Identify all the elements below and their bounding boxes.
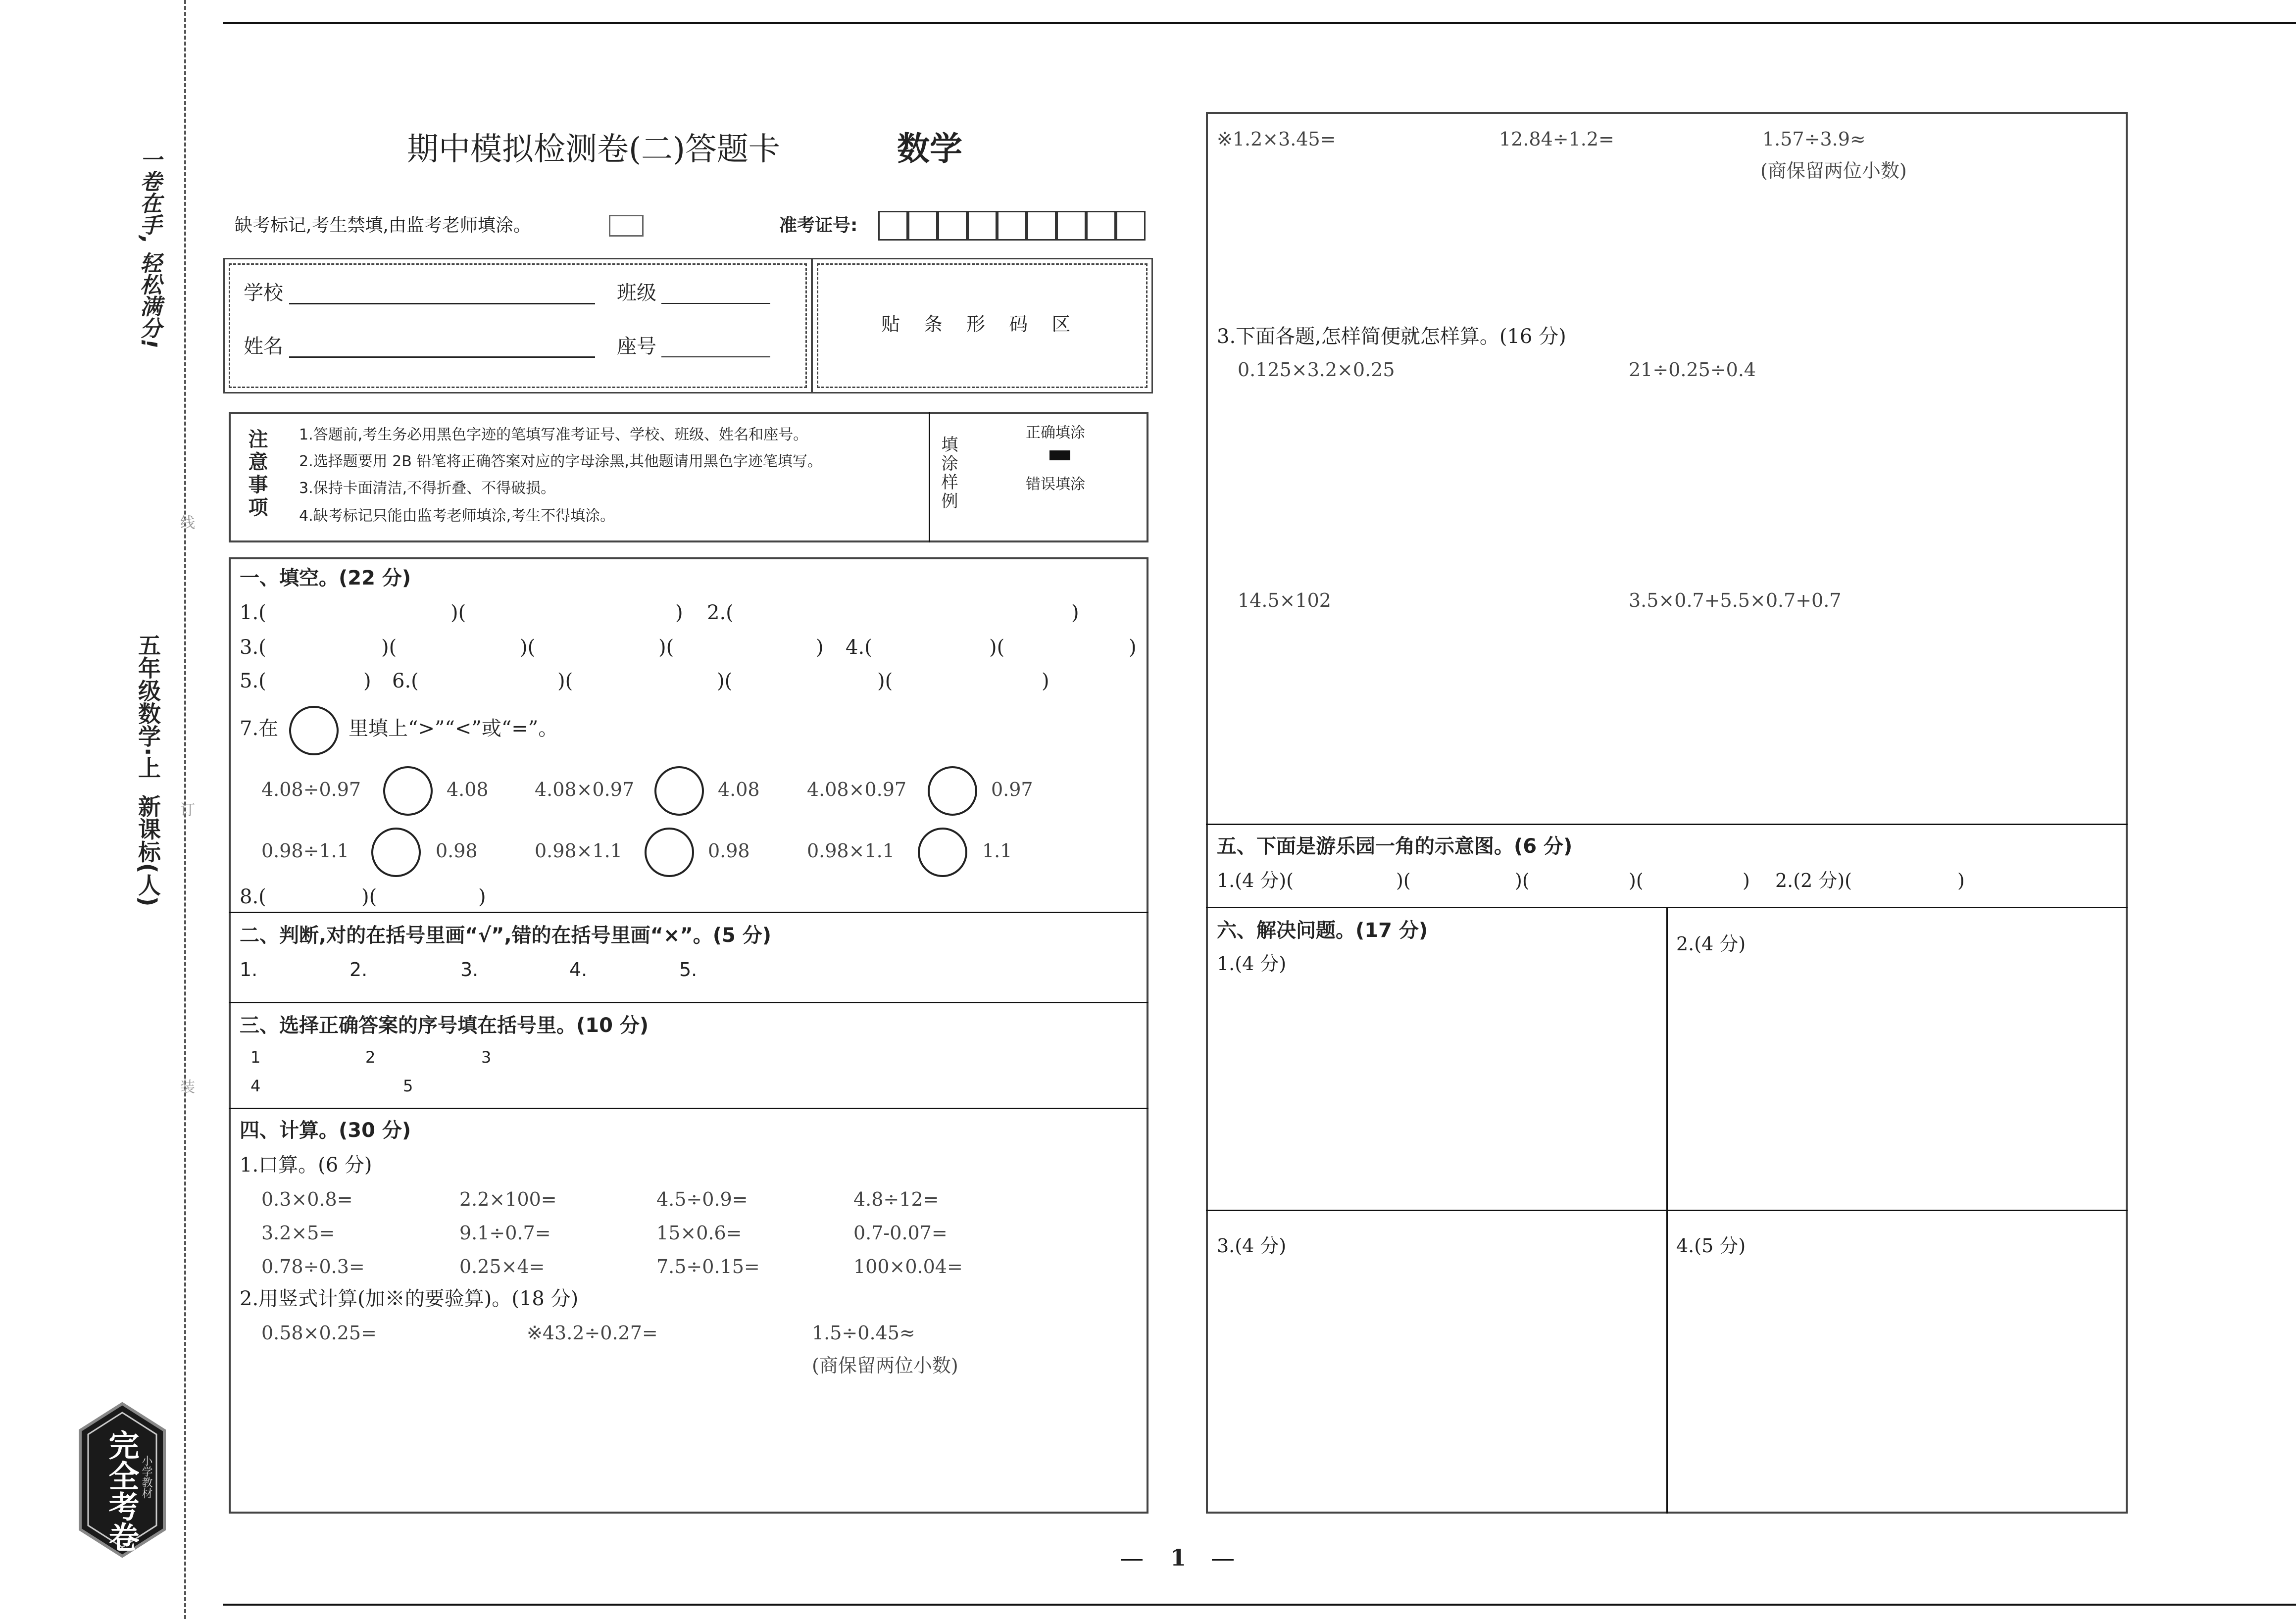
- exam-id-cell[interactable]: [1056, 211, 1086, 241]
- judge-num: 5.: [679, 959, 698, 981]
- compare-circle[interactable]: [654, 766, 704, 816]
- page-number-dash: [1121, 1559, 1143, 1561]
- vertical-item: ※1.2×3.45=: [1217, 128, 1336, 150]
- paren: )(: [557, 670, 573, 692]
- paren: ): [1042, 670, 1049, 692]
- compare-circle[interactable]: [383, 766, 433, 816]
- compare-circle[interactable]: [918, 828, 967, 877]
- compare-left: 4.08×0.97: [535, 779, 635, 800]
- compare-right: 0.98: [436, 840, 478, 862]
- exam-id-cell[interactable]: [1027, 211, 1056, 241]
- seat-label: 座号: [617, 335, 656, 358]
- s6-q1-label: 1.(4 分): [1217, 953, 1287, 975]
- s6-q4-label: 4.(5 分): [1676, 1235, 1746, 1257]
- absent-mark-label: 缺考标记,考生禁填,由监考老师填涂。: [235, 215, 531, 236]
- fill-example-label: 填涂样例: [938, 436, 958, 511]
- compare-left: 0.98÷1.1: [261, 840, 349, 862]
- oral-item: 0.3×0.8=: [261, 1188, 353, 1210]
- section1-title: 一、填空。(22 分): [240, 567, 411, 589]
- paren: )(: [1396, 870, 1411, 891]
- paren: )(: [381, 636, 397, 659]
- card-subject: 数学: [897, 130, 962, 168]
- vertical-item: 12.84÷1.2=: [1499, 128, 1614, 150]
- notice-item: 4.缺考标记只能由监考老师填涂,考生不得填涂。: [299, 507, 615, 525]
- page-number-dash: [1212, 1559, 1234, 1561]
- section5-title: 五、下面是游乐园一角的示意图。(6 分): [1217, 835, 1573, 858]
- paren: )(: [1629, 870, 1644, 891]
- correct-fill-label: 正确填涂: [1026, 424, 1085, 442]
- section2-title: 二、判断,对的在括号里画“√”,错的在括号里画“×”。(5 分): [240, 924, 772, 947]
- oral-item: 9.1÷0.7=: [459, 1222, 551, 1244]
- exam-id-label: 准考证号:: [779, 215, 858, 236]
- oral-item: 15×0.6=: [656, 1222, 742, 1244]
- bottom-border-line: [223, 1604, 2296, 1606]
- school-label: 学校: [244, 282, 283, 304]
- paren: ): [1957, 870, 1965, 891]
- compare-circle-sample: [289, 706, 339, 755]
- compare-right: 4.08: [447, 779, 489, 800]
- compare-circle[interactable]: [928, 766, 977, 816]
- oral-item: 7.5÷0.15=: [656, 1256, 760, 1277]
- cut-mark: 线: [177, 515, 195, 530]
- oral-item: 0.78÷0.3=: [261, 1256, 365, 1277]
- s5-q1-label: 1.(4 分)(: [1217, 870, 1294, 891]
- q3-label: 3.(: [240, 636, 266, 659]
- judge-num: 4.: [569, 959, 588, 981]
- q6-label: 6.(: [392, 670, 419, 692]
- choice-num: 3: [481, 1048, 492, 1067]
- compare-left: 0.98×1.1: [807, 840, 895, 862]
- section-divider: [229, 1108, 1148, 1109]
- section4-title: 四、计算。(30 分): [240, 1119, 411, 1142]
- paren: ): [1129, 636, 1137, 659]
- judge-num: 3.: [460, 959, 479, 981]
- s6-q2-label: 2.(4 分): [1676, 933, 1746, 955]
- seat-input[interactable]: [661, 356, 770, 357]
- section3-title: 三、选择正确答案的序号填在括号里。(10 分): [240, 1014, 649, 1037]
- s6-q3-label: 3.(4 分): [1217, 1235, 1287, 1257]
- paren: )(: [450, 601, 466, 624]
- paren: ): [675, 601, 683, 624]
- q7-instruction: 里填上“>”“<”或“=”。: [349, 717, 558, 740]
- correct-fill-sample: [1049, 450, 1070, 460]
- compare-left: 0.98×1.1: [535, 840, 622, 862]
- name-label: 姓名: [244, 335, 283, 358]
- spine-slogan: 一卷在手, 轻松满分!: [136, 148, 161, 349]
- school-input[interactable]: [289, 303, 595, 304]
- simplify-item: 0.125×3.2×0.25: [1238, 359, 1395, 381]
- judge-num: 2.: [349, 959, 368, 981]
- student-info-box: [229, 263, 807, 388]
- page-number: 1: [1170, 1544, 1187, 1571]
- exam-id-cell[interactable]: [938, 211, 967, 241]
- simplify-title: 3.下面各题,怎样简便就怎样算。(16 分): [1217, 325, 1566, 348]
- name-input[interactable]: [289, 356, 595, 358]
- top-border-line: [223, 22, 2296, 24]
- paren: )(: [989, 636, 1005, 659]
- notice-divider: [929, 412, 930, 542]
- wrong-fill-label: 错误填涂: [1026, 476, 1085, 493]
- choice-num: 2: [365, 1048, 376, 1067]
- paren: )(: [520, 636, 536, 659]
- cut-mark: 装: [177, 1079, 195, 1094]
- card-title: 期中模拟检测卷(二)答题卡: [407, 131, 780, 168]
- compare-circle[interactable]: [371, 828, 421, 877]
- paren: )(: [717, 670, 733, 692]
- section6-divider: [1666, 907, 1668, 1514]
- vertical-calc-title: 2.用竖式计算(加※的要验算)。(18 分): [240, 1287, 579, 1310]
- notice-item: 2.选择题要用 2B 铅笔将正确答案对应的字母涂黑,其他题请用黑色字迹笔填写。: [299, 453, 822, 470]
- oral-item: 0.25×4=: [459, 1256, 545, 1277]
- vertical-item: 1.57÷3.9≈: [1762, 128, 1866, 150]
- oral-item: 0.7-0.07=: [853, 1222, 948, 1244]
- choice-num: 5: [403, 1077, 413, 1095]
- exam-id-cell[interactable]: [967, 211, 997, 241]
- compare-right: 0.98: [708, 840, 750, 862]
- exam-id-cell[interactable]: [908, 211, 938, 241]
- simplify-item: 21÷0.25÷0.4: [1629, 359, 1756, 381]
- section-divider: [229, 1002, 1148, 1003]
- notice-item: 1.答题前,考生务必用黑色字迹的笔填写准考证号、学校、班级、姓名和座号。: [299, 426, 808, 443]
- brand-logo: [75, 1401, 169, 1559]
- exam-id-cell[interactable]: [1086, 211, 1116, 241]
- paren: ): [816, 636, 824, 659]
- logo-text: 完全考卷: [103, 1429, 140, 1552]
- paren: ): [1743, 870, 1750, 891]
- class-label: 班级: [617, 282, 656, 304]
- judge-num: 1.: [240, 959, 258, 981]
- exam-id-cell[interactable]: [878, 211, 908, 241]
- paren: ): [478, 885, 486, 908]
- q4-label: 4.(: [846, 636, 872, 659]
- section-divider: [229, 912, 1148, 913]
- paren: 2.(2 分)(: [1775, 870, 1852, 891]
- logo-subtext: 小学教材: [140, 1455, 152, 1499]
- compare-left: 4.08×0.97: [807, 779, 907, 800]
- q7-label: 7.在: [240, 717, 279, 740]
- notice-title: 注意事项: [245, 429, 268, 520]
- compare-left: 4.08÷0.97: [261, 779, 361, 800]
- q1-label: 1.(: [240, 601, 266, 624]
- paren: )(: [361, 885, 377, 908]
- paren: ): [363, 670, 371, 692]
- choice-num: 4: [250, 1077, 261, 1095]
- oral-item: 3.2×5=: [261, 1222, 335, 1244]
- q2-label: 2.(: [707, 601, 734, 624]
- simplify-item: 14.5×102: [1238, 589, 1331, 611]
- compare-right: 1.1: [982, 840, 1012, 862]
- paren: )(: [1515, 870, 1530, 891]
- paren: )(: [658, 636, 674, 659]
- round-note: (商保留两位小数): [812, 1355, 958, 1376]
- absent-mark-box[interactable]: [609, 215, 644, 237]
- vertical-item: 0.58×0.25=: [261, 1322, 377, 1344]
- compare-right: 4.08: [718, 779, 760, 800]
- barcode-label: 贴 条 形 码 区: [881, 313, 1080, 335]
- section6-title: 六、解决问题。(17 分): [1217, 919, 1428, 942]
- paren: )(: [877, 670, 893, 692]
- notice-item: 3.保持卡面清洁,不得折叠、不得破损。: [299, 480, 556, 497]
- vertical-item: 1.5÷0.45≈: [812, 1322, 915, 1344]
- compare-right: 0.97: [991, 779, 1033, 800]
- section-divider: [1206, 824, 2128, 825]
- spine-grade-info: 五年级数学·上 新课标(人): [135, 634, 161, 907]
- q8-label: 8.(: [240, 885, 266, 908]
- exam-id-cell[interactable]: [997, 211, 1027, 241]
- compare-circle[interactable]: [645, 828, 694, 877]
- cut-mark: 订: [177, 802, 195, 817]
- q5-label: 5.(: [240, 670, 266, 692]
- oral-item: 100×0.04=: [853, 1256, 963, 1277]
- simplify-item: 3.5×0.7+5.5×0.7+0.7: [1629, 589, 1842, 611]
- choice-num: 1: [250, 1048, 261, 1067]
- oral-item: 4.8÷12=: [853, 1188, 939, 1210]
- paren: ): [1071, 601, 1079, 624]
- exam-id-cell[interactable]: [1116, 211, 1146, 241]
- oral-item: 4.5÷0.9=: [656, 1188, 748, 1210]
- oral-calc-title: 1.口算。(6 分): [240, 1154, 372, 1177]
- class-input[interactable]: [661, 303, 770, 304]
- round-note: (商保留两位小数): [1760, 160, 1907, 182]
- oral-item: 2.2×100=: [459, 1188, 557, 1210]
- vertical-item: ※43.2÷0.27=: [527, 1322, 658, 1344]
